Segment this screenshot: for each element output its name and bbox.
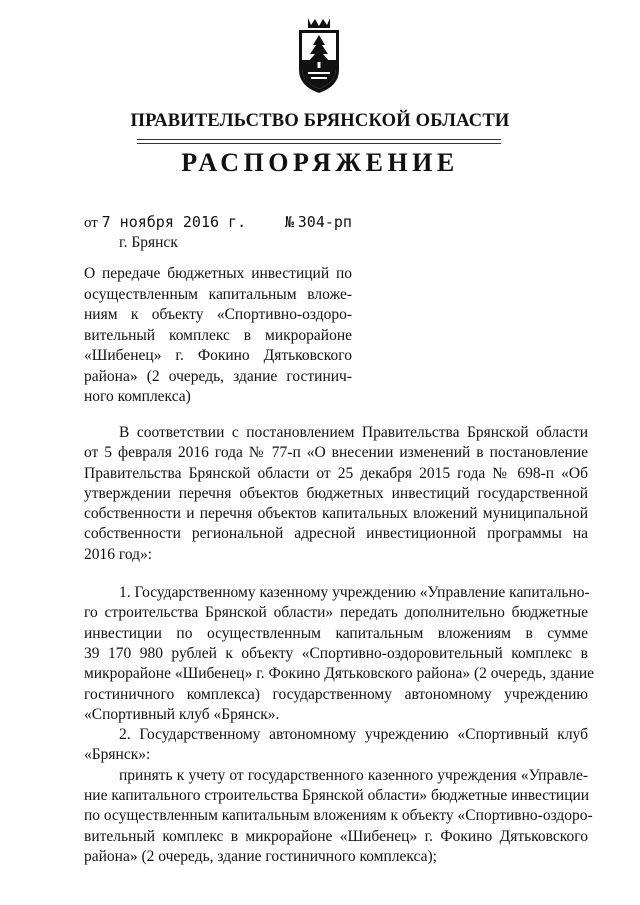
body-line: инвестиции по осуществленным капитальным вложениям в сумме: [84, 624, 588, 642]
document-subject: [84, 264, 352, 408]
body-line: 39 170 980 рублей к объекту «Спортивно-оздоровительный комплекс в: [84, 644, 588, 662]
document-number-block: [285, 213, 352, 232]
document-body: [84, 423, 595, 867]
body-line: района» (2 очередь, здание гостиничного комплекса);: [84, 847, 437, 865]
body-line: ние капитального строительства Брянской области» бюджетные инвестиции: [84, 787, 590, 805]
body-line: от 5 февраля 2016 года № 77-п «О внесении изменений в постановление: [84, 444, 588, 462]
coat-of-arms-icon: [296, 16, 342, 94]
item-1-paragraph: [84, 583, 595, 725]
item-2-paragraph: [84, 725, 588, 766]
body-line: гостиничного комплекса) государственному автономному учреждению: [84, 685, 588, 703]
header-divider-bottom: [137, 143, 501, 144]
paragraph-gap: [84, 565, 588, 583]
document-place: г. Брянск: [119, 234, 178, 251]
body-line: принять к учету от государственного казенного учреждения «Управле-: [119, 766, 588, 784]
body-line: вительный комплекс в микрорайоне «Шибенец» г. Фокино Дятьковского: [84, 827, 588, 845]
document-date-line: [84, 213, 352, 232]
body-line: собственности региональной адресной инвестиционной программы на: [84, 525, 588, 543]
body-line: «Брянск»:: [84, 746, 151, 764]
document-date: 7 ноября 2016 г.: [101, 213, 247, 231]
item-2-subparagraph: [84, 766, 593, 867]
date-prefix: от: [84, 215, 98, 231]
subject-line: вительный комплекс в микрорайоне: [84, 326, 352, 344]
organization-name: ПРАВИТЕЛЬСТВО БРЯНСКОЙ ОБЛАСТИ: [130, 111, 510, 131]
body-line: В соответствии с постановлением Правительства Брянской области: [119, 424, 588, 441]
preamble-paragraph: [84, 423, 588, 565]
body-line: 1. Государственному казенному учреждению «Управление капитально-: [119, 584, 590, 602]
body-line: по осуществленным капитальным вложениям к объекту «Спортивно-оздоро-: [84, 807, 593, 825]
body-line: микрорайоне «Шибенец» г. Фокино Дятьковского района» (2 очередь, здание: [84, 665, 595, 683]
number-prefix: №: [285, 213, 295, 231]
body-line: го строительства Брянской области» передать дополнительно бюджетные: [84, 604, 588, 622]
document-type-title: РАСПОРЯЖЕНИЕ: [181, 148, 459, 177]
subject-line: ниям к объекту «Спортивно-оздоро-: [84, 306, 352, 323]
header-divider-top: [137, 139, 501, 140]
body-line: «Спортивный клуб «Брянск».: [84, 705, 280, 723]
subject-line: ного комплекса): [84, 388, 191, 405]
subject-line: района» (2 очередь, здание гостинич-: [84, 367, 352, 385]
document-number: 304-рп: [297, 213, 352, 231]
body-line: собственности и перечня объектов капитальных вложений муниципальной: [84, 505, 588, 523]
subject-line: О передаче бюджетных инвестиций по: [84, 265, 352, 282]
subject-line: «Шибенец» г. Фокино Дятьковского: [84, 347, 352, 364]
body-line: 2. Государственному автономному учреждению «Спортивный клуб: [119, 726, 588, 744]
subject-line: осуществленным капитальным вложе-: [84, 285, 352, 303]
body-line: Правительства Брянской области от 25 декабря 2015 года № 698-п «Об: [84, 464, 588, 482]
body-line: утверждении перечня объектов бюджетных инвестиций государственной: [84, 484, 588, 502]
body-line: 2016 год»:: [84, 545, 153, 563]
